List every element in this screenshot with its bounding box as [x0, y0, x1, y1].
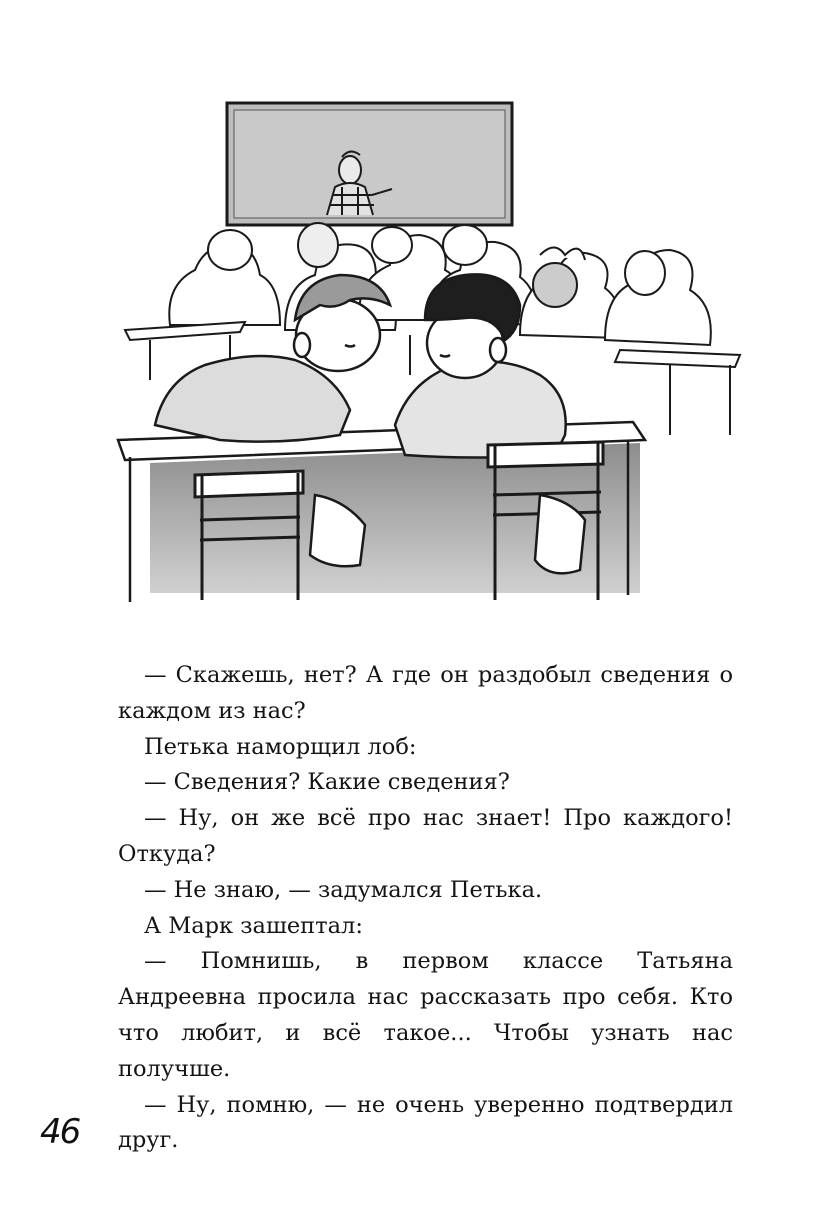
paragraph: — Помнишь, в первом классе Татьяна Андреевна просила нас рассказать про себя. Кто что любит, и всё такое... Чтобы узнать нас получше. [118, 948, 733, 1082]
paragraph: — Не знаю, — задумался Петька. [144, 876, 543, 903]
page-number: 46 [40, 1112, 80, 1152]
paragraph: А Марк зашептал: [144, 912, 363, 939]
paragraph: — Ну, помню, — не очень уверенно подтвердил друг. [118, 1091, 733, 1154]
paragraph: — Сведения? Какие сведения? [144, 769, 510, 796]
paragraph: — Скажешь, нет? А где он раздобыл сведения о каждом из нас? [118, 662, 733, 724]
classroom-illustration [110, 95, 750, 605]
classroom-sketch [110, 95, 750, 605]
body-text [118, 658, 733, 1159]
paragraph: Петька наморщил лоб: [144, 733, 417, 760]
paragraph: — Ну, он же всё про нас знает! Про каждого! Откуда? [118, 805, 733, 867]
